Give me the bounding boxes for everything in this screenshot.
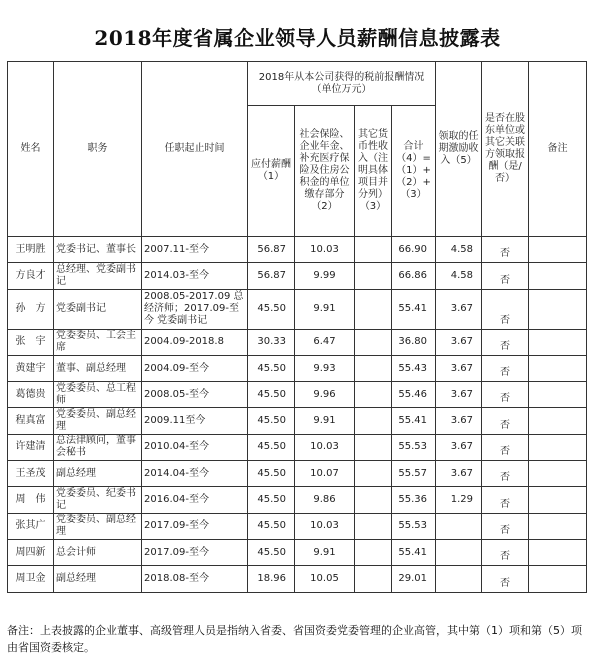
cell-total: 66.90	[392, 237, 436, 263]
cell-position: 总会计师	[54, 539, 142, 565]
table-row	[8, 263, 587, 289]
cell-name: 王明胜	[8, 237, 54, 263]
cell-position: 副总经理	[54, 566, 142, 592]
table-row	[8, 513, 587, 539]
cell-name: 周卫金	[8, 566, 54, 592]
header-related-party: 是否在股东单位或其它关联方领取报酬（是/否）	[482, 62, 529, 237]
cell-insurance: 10.03	[295, 434, 355, 460]
header-income-group: 2018年从本公司获得的税前报酬情况（单位万元）	[248, 62, 436, 106]
cell-remark	[529, 382, 587, 408]
cell-position: 总法律顾问，董事会秘书	[54, 434, 142, 460]
cell-salary: 18.96	[248, 566, 295, 592]
cell-related: 否	[482, 289, 529, 329]
cell-term: 2010.04-至今	[142, 434, 248, 460]
cell-total: 66.86	[392, 263, 436, 289]
cell-related: 否	[482, 487, 529, 513]
cell-position: 党委书记、董事长	[54, 237, 142, 263]
page-title: 2018年度省属企业领导人员薪酬信息披露表	[94, 26, 501, 50]
cell-insurance: 10.03	[295, 513, 355, 539]
table-row	[8, 539, 587, 565]
cell-insurance: 9.91	[295, 289, 355, 329]
cell-salary: 30.33	[248, 329, 295, 355]
cell-name: 葛德贵	[8, 382, 54, 408]
cell-remark	[529, 237, 587, 263]
cell-related: 否	[482, 237, 529, 263]
cell-salary: 45.50	[248, 513, 295, 539]
cell-remark	[529, 513, 587, 539]
cell-total: 36.80	[392, 329, 436, 355]
table-row	[8, 566, 587, 592]
table-row	[8, 289, 587, 329]
cell-name: 张 宇	[8, 329, 54, 355]
cell-total: 29.01	[392, 566, 436, 592]
header-salary: 应付薪酬（1）	[248, 106, 295, 237]
header-position: 职务	[54, 62, 142, 237]
cell-other	[355, 513, 392, 539]
cell-salary: 45.50	[248, 289, 295, 329]
cell-name: 方良才	[8, 263, 54, 289]
cell-term: 2017.09-至今	[142, 513, 248, 539]
cell-name: 程真富	[8, 408, 54, 434]
cell-total: 55.43	[392, 355, 436, 381]
header-incentive: 领取的任期激励收入（5）	[436, 62, 482, 237]
header-term: 任职起止时间	[142, 62, 248, 237]
table-row	[8, 355, 587, 381]
cell-term: 2008.05-至今	[142, 382, 248, 408]
cell-incentive: 3.67	[436, 289, 482, 329]
cell-name: 许建清	[8, 434, 54, 460]
cell-position: 总经理、党委副书记	[54, 263, 142, 289]
cell-salary: 56.87	[248, 237, 295, 263]
cell-related: 否	[482, 566, 529, 592]
cell-position: 党委委员、纪委书记	[54, 487, 142, 513]
cell-insurance: 9.91	[295, 539, 355, 565]
cell-term: 2014.04-至今	[142, 461, 248, 487]
cell-incentive: 3.67	[436, 382, 482, 408]
cell-position: 党委委员、工会主席	[54, 329, 142, 355]
table-row	[8, 408, 587, 434]
cell-salary: 45.50	[248, 487, 295, 513]
table-row	[8, 461, 587, 487]
cell-related: 否	[482, 408, 529, 434]
cell-remark	[529, 355, 587, 381]
cell-incentive: 4.58	[436, 237, 482, 263]
cell-total: 55.46	[392, 382, 436, 408]
cell-remark	[529, 329, 587, 355]
cell-incentive	[436, 513, 482, 539]
cell-remark	[529, 434, 587, 460]
cell-salary: 45.50	[248, 539, 295, 565]
cell-remark	[529, 408, 587, 434]
cell-total: 55.41	[392, 289, 436, 329]
cell-insurance: 10.07	[295, 461, 355, 487]
cell-incentive: 3.67	[436, 355, 482, 381]
cell-incentive: 3.67	[436, 434, 482, 460]
cell-position: 党委委员、副总经理	[54, 513, 142, 539]
cell-salary: 45.50	[248, 408, 295, 434]
cell-salary: 45.50	[248, 355, 295, 381]
cell-position: 董事、副总经理	[54, 355, 142, 381]
cell-related: 否	[482, 513, 529, 539]
cell-total: 55.53	[392, 434, 436, 460]
cell-name: 周四新	[8, 539, 54, 565]
cell-other	[355, 382, 392, 408]
cell-other	[355, 487, 392, 513]
cell-other	[355, 329, 392, 355]
cell-insurance: 10.05	[295, 566, 355, 592]
table-row	[8, 237, 587, 263]
footnote: 备注：上表披露的企业董事、高级管理人员是指纳入省委、省国资委党委管理的企业高管，其中第（1）项和第（5）项由省国资委核定。	[7, 624, 582, 654]
cell-other	[355, 263, 392, 289]
cell-incentive: 3.67	[436, 329, 482, 355]
table-row	[8, 329, 587, 355]
cell-insurance: 9.93	[295, 355, 355, 381]
cell-name: 张其广	[8, 513, 54, 539]
cell-total: 55.57	[392, 461, 436, 487]
cell-related: 否	[482, 263, 529, 289]
cell-total: 55.41	[392, 539, 436, 565]
cell-related: 否	[482, 382, 529, 408]
cell-term: 2004.09-至今	[142, 355, 248, 381]
cell-total: 55.36	[392, 487, 436, 513]
cell-incentive: 3.67	[436, 461, 482, 487]
cell-remark	[529, 289, 587, 329]
cell-position: 党委副书记	[54, 289, 142, 329]
cell-salary: 45.50	[248, 434, 295, 460]
cell-insurance: 9.99	[295, 263, 355, 289]
header-total: 合计（4）=（1）+（2）+（3）	[392, 106, 436, 237]
cell-term: 2009.11至今	[142, 408, 248, 434]
salary-table	[7, 61, 587, 593]
cell-insurance: 10.03	[295, 237, 355, 263]
cell-name: 王圣茂	[8, 461, 54, 487]
cell-total: 55.53	[392, 513, 436, 539]
cell-related: 否	[482, 434, 529, 460]
cell-position: 党委委员、副总经理	[54, 408, 142, 434]
header-insurance: 社会保险、企业年金、补充医疗保险及住房公积金的单位缴存部分（2）	[295, 106, 355, 237]
cell-position: 党委委员、总工程师	[54, 382, 142, 408]
header-other-income: 其它货币性收入（注明具体项目并分列）（3）	[355, 106, 392, 237]
cell-term: 2016.04-至今	[142, 487, 248, 513]
cell-incentive: 3.67	[436, 408, 482, 434]
cell-incentive	[436, 539, 482, 565]
cell-other	[355, 539, 392, 565]
cell-term: 2014.03-至今	[142, 263, 248, 289]
cell-incentive	[436, 566, 482, 592]
cell-related: 否	[482, 355, 529, 381]
cell-salary: 45.50	[248, 382, 295, 408]
cell-term: 2008.05-2017.09 总经济师；2017.09-至今 党委副书记	[142, 289, 248, 329]
cell-insurance: 9.91	[295, 408, 355, 434]
cell-term: 2007.11-至今	[142, 237, 248, 263]
cell-remark	[529, 487, 587, 513]
cell-remark	[529, 263, 587, 289]
cell-other	[355, 461, 392, 487]
cell-term: 2018.08-至今	[142, 566, 248, 592]
cell-insurance: 6.47	[295, 329, 355, 355]
table-row	[8, 382, 587, 408]
cell-term: 2017.09-至今	[142, 539, 248, 565]
header-remarks: 备注	[529, 62, 587, 237]
cell-related: 否	[482, 539, 529, 565]
table-row	[8, 487, 587, 513]
cell-total: 55.41	[392, 408, 436, 434]
cell-insurance: 9.86	[295, 487, 355, 513]
cell-other	[355, 408, 392, 434]
cell-other	[355, 355, 392, 381]
cell-other	[355, 237, 392, 263]
cell-name: 周 伟	[8, 487, 54, 513]
cell-name: 孙 方	[8, 289, 54, 329]
cell-salary: 56.87	[248, 263, 295, 289]
cell-related: 否	[482, 461, 529, 487]
table-row	[8, 434, 587, 460]
cell-other	[355, 289, 392, 329]
cell-insurance: 9.96	[295, 382, 355, 408]
cell-incentive: 4.58	[436, 263, 482, 289]
cell-incentive: 1.29	[436, 487, 482, 513]
cell-name: 黄建宇	[8, 355, 54, 381]
cell-salary: 45.50	[248, 461, 295, 487]
cell-remark	[529, 566, 587, 592]
header-name: 姓名	[8, 62, 54, 237]
cell-related: 否	[482, 329, 529, 355]
cell-term: 2004.09-2018.8	[142, 329, 248, 355]
cell-remark	[529, 461, 587, 487]
cell-other	[355, 434, 392, 460]
cell-remark	[529, 539, 587, 565]
cell-position: 副总经理	[54, 461, 142, 487]
cell-other	[355, 566, 392, 592]
